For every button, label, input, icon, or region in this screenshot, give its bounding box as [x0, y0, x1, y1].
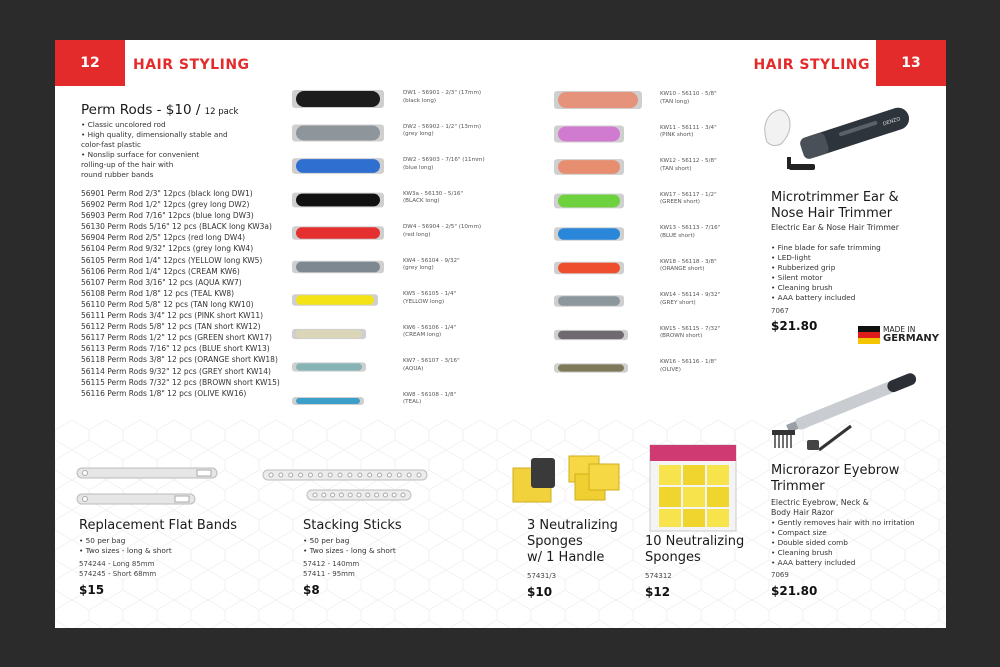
title-line: Sponges: [527, 534, 583, 549]
bullet: • Silent motor: [771, 273, 823, 282]
rod-label-desc: (blue long): [403, 164, 434, 171]
page-number-left: 12: [55, 40, 125, 86]
microtrimmer-bullets: [771, 243, 881, 303]
section-title-right: HAIR STYLING: [753, 57, 870, 73]
perm-rod-code-line: 56115 Perm Rods 7/32" 12 pcs (BROWN short KW15): [81, 377, 280, 387]
rod-label: [660, 125, 717, 140]
rod-label-desc: (GREEN short): [660, 199, 700, 205]
perm-rod-code-line: 56903 Perm Rod 7/16" 12pcs (blue long DW3): [81, 211, 254, 221]
subtitle-line: Body Hair Razor: [771, 508, 834, 517]
rod-label: [660, 158, 717, 173]
rod-label: [660, 192, 717, 207]
flat-bands-image: [73, 464, 223, 514]
flat-bands-price: $15: [79, 583, 105, 597]
perm-rod-image: [291, 89, 387, 109]
rod-label: [403, 358, 460, 373]
rod-label-code: KW3a - 56130 - 5/16": [403, 190, 464, 197]
sku-line: 574245 - Short 68mm: [79, 570, 157, 578]
perm-rod-code-line: 56111 Perm Rods 3/4" 12 pcs (PINK short KW11): [81, 311, 264, 321]
rod-label: [403, 325, 456, 340]
bullet: • Compact size: [771, 528, 827, 537]
rod-label-desc: (AQUA): [403, 365, 424, 372]
perm-rod-image: [291, 257, 387, 277]
bullet: • Double sided comb: [771, 538, 848, 547]
stacking-sticks-title: Stacking Sticks: [303, 518, 402, 533]
rod-label-desc: (GREY short): [660, 299, 696, 306]
perm-rod-code-line: 56107 Perm Rod 3/16" 12 pcs (AQUA KW7): [81, 277, 242, 287]
title-line: Nose Hair Trimmer: [771, 206, 893, 221]
rod-label-code: KW17 - 56117 - 1/2": [660, 191, 717, 198]
stacking-sticks-bullets: [303, 536, 396, 556]
microrazor-title: [771, 463, 899, 495]
stacking-sticks-price: $8: [303, 583, 320, 597]
flat-bands-bullets: [79, 536, 172, 556]
flat-bands-title: Replacement Flat Bands: [79, 518, 237, 533]
perm-rod-image: [291, 290, 381, 310]
bullet: • AAA battery included: [771, 293, 856, 302]
perm-rod-image: [291, 357, 369, 377]
rod-label: [403, 258, 460, 273]
germany-label: GERMANY: [883, 333, 940, 344]
microtrimmer-price: $21.80: [771, 319, 818, 333]
perm-rods-title: [81, 102, 238, 120]
rod-label: [660, 225, 720, 240]
rod-label-code: DW2 - 56903 - 7/16" (11mm): [403, 157, 485, 163]
perm-rod-code-line: 56118 Perm Rods 3/8" 12 pcs (ORANGE short KW18): [81, 355, 278, 365]
perm-rod-image: [553, 157, 627, 177]
rod-label-code: KW6 - 56106 - 1/4": [403, 324, 457, 331]
perm-rod-code-line: 56116 Perm Rods 1/8" 12 pcs (OLIVE KW16): [81, 388, 247, 398]
title-line: 3 Neutralizing: [527, 518, 618, 533]
flat-bands-skus: [79, 559, 156, 579]
sku-line: 57411 - 95mm: [303, 570, 355, 578]
microtrimmer-subtitle: Electric Ear & Nose Hair Trimmer: [771, 223, 899, 232]
title-line: Microrazor Eyebrow: [771, 463, 900, 478]
perm-rod-image: [291, 156, 387, 176]
perm-rod-code-line: 56106 Perm Rod 1/4" 12pcs (CREAM KW6): [81, 266, 240, 276]
sku-line: 574244 - Long 85mm: [79, 560, 155, 568]
rod-label: [660, 292, 720, 307]
rod-label-code: KW15 - 56115 - 7/32": [660, 325, 721, 332]
microtrimmer-sku: 7067: [771, 307, 789, 315]
perm-rod-image: [553, 358, 631, 378]
rod-label-code: KW5 - 56105 - 1/4": [403, 291, 457, 297]
sponges-handle-image: [511, 452, 631, 512]
microrazor-price: $21.80: [771, 584, 818, 598]
perm-rod-image: [553, 224, 627, 244]
bullet: round rubber bands: [81, 170, 154, 179]
sku-line: 57412 - 140mm: [303, 560, 360, 568]
rod-label: [403, 191, 463, 206]
perm-rods-bullets: [81, 120, 228, 180]
perm-rod-code-line: 56130 Perm Rods 5/16" 12 pcs (BLACK long KW3a): [81, 222, 272, 232]
title-line: Trimmer: [771, 479, 825, 494]
microrazor-bullets: [771, 518, 915, 568]
perm-rod-code-line: 56110 Perm Rod 5/8" 12 pcs (TAN long KW10): [81, 299, 254, 309]
bullet: • LED-light: [771, 253, 811, 262]
rod-label: [403, 124, 481, 139]
rod-label-desc: (ORANGE short): [660, 266, 705, 272]
perm-rods-title-text: Perm Rods - $10 /: [81, 102, 201, 118]
perm-rod-image: [291, 190, 387, 210]
microrazor-subtitle: [771, 498, 869, 518]
perm-rod-image: [553, 291, 627, 311]
rod-label-desc: (BLACK long): [403, 198, 440, 204]
rod-label-code: KW18 - 56118 - 3/8": [660, 258, 717, 265]
perm-rods-code-list: [81, 188, 280, 399]
rod-label-code: DW1 - 56901 - 2/3" (17mm): [403, 90, 482, 96]
rod-label-desc: (black long): [403, 97, 437, 104]
microtrimmer-image: [759, 102, 909, 182]
rod-label-code: KW12 - 56112 - 5/8": [660, 158, 717, 164]
rod-label: [403, 224, 481, 239]
rod-label-desc: (grey long): [403, 265, 434, 271]
rod-label-desc: (OLIVE): [660, 366, 681, 373]
neutralizing-10-title: [645, 534, 744, 566]
perm-rod-image: [553, 90, 645, 110]
neutralizing-10-sku: 574312: [645, 572, 672, 580]
perm-rod-code-line: 56114 Perm Rods 9/32" 12 pcs (GREY short KW14): [81, 366, 271, 376]
perm-rod-code-line: 56904 Perm Rod 2/5" 12pcs (red long DW4): [81, 233, 246, 243]
rod-label-desc: (grey long): [403, 131, 434, 137]
rod-label-code: DW4 - 56904 - 2/5" (10mm): [403, 224, 482, 230]
rod-label: [403, 90, 481, 105]
bullet: • Classic uncolored rod: [81, 120, 166, 129]
neutralizing-3-sku: 57431/3: [527, 572, 557, 580]
bullet: • Two sizes - long & short: [79, 546, 172, 555]
perm-rod-code-line: 56901 Perm Rod 2/3" 12pcs (black long DW1): [81, 189, 253, 198]
bullet: rolling-up of the hair with: [81, 160, 174, 169]
stacking-sticks-image: [261, 466, 431, 510]
bullet: • 50 per bag: [303, 536, 350, 545]
perm-rod-image: [291, 223, 387, 243]
perm-rod-code-line: 56104 Perm Rod 9/32" 12pcs (grey long KW4): [81, 244, 254, 254]
title-line: w/ 1 Handle: [527, 550, 605, 565]
rod-label-desc: (CREAM long): [403, 332, 442, 338]
made-in-germany: [883, 325, 939, 343]
perm-rod-image: [553, 258, 627, 278]
rod-label-desc: (BLUE short): [660, 232, 695, 239]
rod-label-code: KW16 - 56116 - 1/8": [660, 359, 717, 365]
rod-label: [660, 326, 720, 341]
subtitle-line: Electric Eyebrow, Neck &: [771, 498, 869, 507]
bullet: • AAA battery included: [771, 558, 856, 567]
rod-label: [403, 291, 456, 306]
title-line: Sponges: [645, 550, 701, 565]
bullet: • Cleaning brush: [771, 548, 833, 557]
perm-rod-image: [553, 191, 627, 211]
bullet: • 50 per bag: [79, 536, 126, 545]
rod-label-desc: (BROWN short): [660, 333, 703, 339]
rod-label: [660, 259, 717, 274]
microrazor-sku: 7069: [771, 571, 789, 579]
bullet: • Rubberized grip: [771, 263, 836, 272]
rod-label-code: KW10 - 56110 - 5/8": [660, 91, 717, 97]
rod-label: [403, 392, 456, 407]
rod-label-code: KW7 - 56107 - 3/16": [403, 358, 460, 364]
title-line: 10 Neutralizing: [645, 534, 745, 549]
rod-label-desc: (TAN short): [660, 165, 692, 172]
rod-label: [660, 91, 717, 106]
page-number-right: 13: [876, 40, 946, 86]
bullet: • Fine blade for safe trimming: [771, 243, 881, 252]
rod-label: [403, 157, 485, 172]
neutralizing-10-price: $12: [645, 585, 671, 599]
bullet: • Nonslip surface for convenient: [81, 150, 200, 159]
rod-label-desc: (red long): [403, 231, 431, 238]
bullet: • Gently removes hair with no irritation: [771, 518, 915, 527]
rod-label: [660, 359, 717, 374]
microtrimmer-title: [771, 190, 899, 222]
perm-rod-code-line: 56902 Perm Rod 1/2" 12pcs (grey long DW2): [81, 200, 250, 210]
bullet: color-fast plastic: [81, 140, 141, 149]
perm-rod-code-line: 56113 Perm Rods 7/16" 12 pcs (BLUE short KW13): [81, 344, 270, 354]
rod-label-desc: (TEAL): [403, 399, 422, 405]
germany-flag-icon: [858, 326, 880, 344]
made-in-label: MADE IN: [883, 325, 916, 334]
rod-label-code: KW11 - 56111 - 3/4": [660, 124, 717, 131]
title-line: Microtrimmer Ear &: [771, 190, 899, 205]
microrazor-image: [767, 364, 917, 454]
perm-rod-code-line: 56112 Perm Rods 5/8" 12 pcs (TAN short KW12): [81, 322, 261, 332]
perm-rod-code-line: 56117 Perm Rods 1/2" 12 pcs (GREEN short KW17): [81, 333, 272, 343]
perm-rod-code-line: 56108 Perm Rod 1/8" 12 pcs (TEAL KW8): [81, 288, 235, 298]
perm-rod-image: [291, 391, 367, 411]
catalog-spread: [55, 40, 946, 628]
neutralizing-3-price: $10: [527, 585, 553, 599]
rod-label-code: DW2 - 56902 - 1/2" (13mm): [403, 123, 482, 130]
perm-rod-image: [553, 325, 631, 345]
rod-label-desc: (YELLOW long): [403, 298, 445, 305]
rod-label-code: KW14 - 56114 - 9/32": [660, 292, 721, 298]
stacking-sticks-skus: [303, 559, 359, 579]
rod-label-code: KW8 - 56108 - 1/8": [403, 391, 457, 398]
bullet: • Two sizes - long & short: [303, 546, 396, 555]
sponges-bag-image: [647, 443, 739, 533]
perm-rod-image: [291, 324, 369, 344]
rod-label-code: KW13 - 56113 - 7/16": [660, 225, 721, 231]
neutralizing-3-title: [527, 518, 618, 566]
perm-rod-image: [291, 123, 387, 143]
perm-rod-code-line: 56105 Perm Rod 1/4" 12pcs (YELLOW long KW5): [81, 255, 263, 265]
perm-rod-image: [553, 124, 627, 144]
bullet: • Cleaning brush: [771, 283, 833, 292]
perm-rods-pack: 12 pack: [204, 107, 239, 117]
rod-label-desc: (PINK short): [660, 132, 694, 138]
bullet: • High quality, dimensionally stable and: [81, 130, 228, 139]
section-title-left: HAIR STYLING: [133, 57, 250, 73]
rod-label-code: KW4 - 56104 - 9/32": [403, 257, 460, 264]
rod-label-desc: (TAN long): [660, 98, 690, 105]
brand-mark: DENZO: [882, 116, 902, 128]
